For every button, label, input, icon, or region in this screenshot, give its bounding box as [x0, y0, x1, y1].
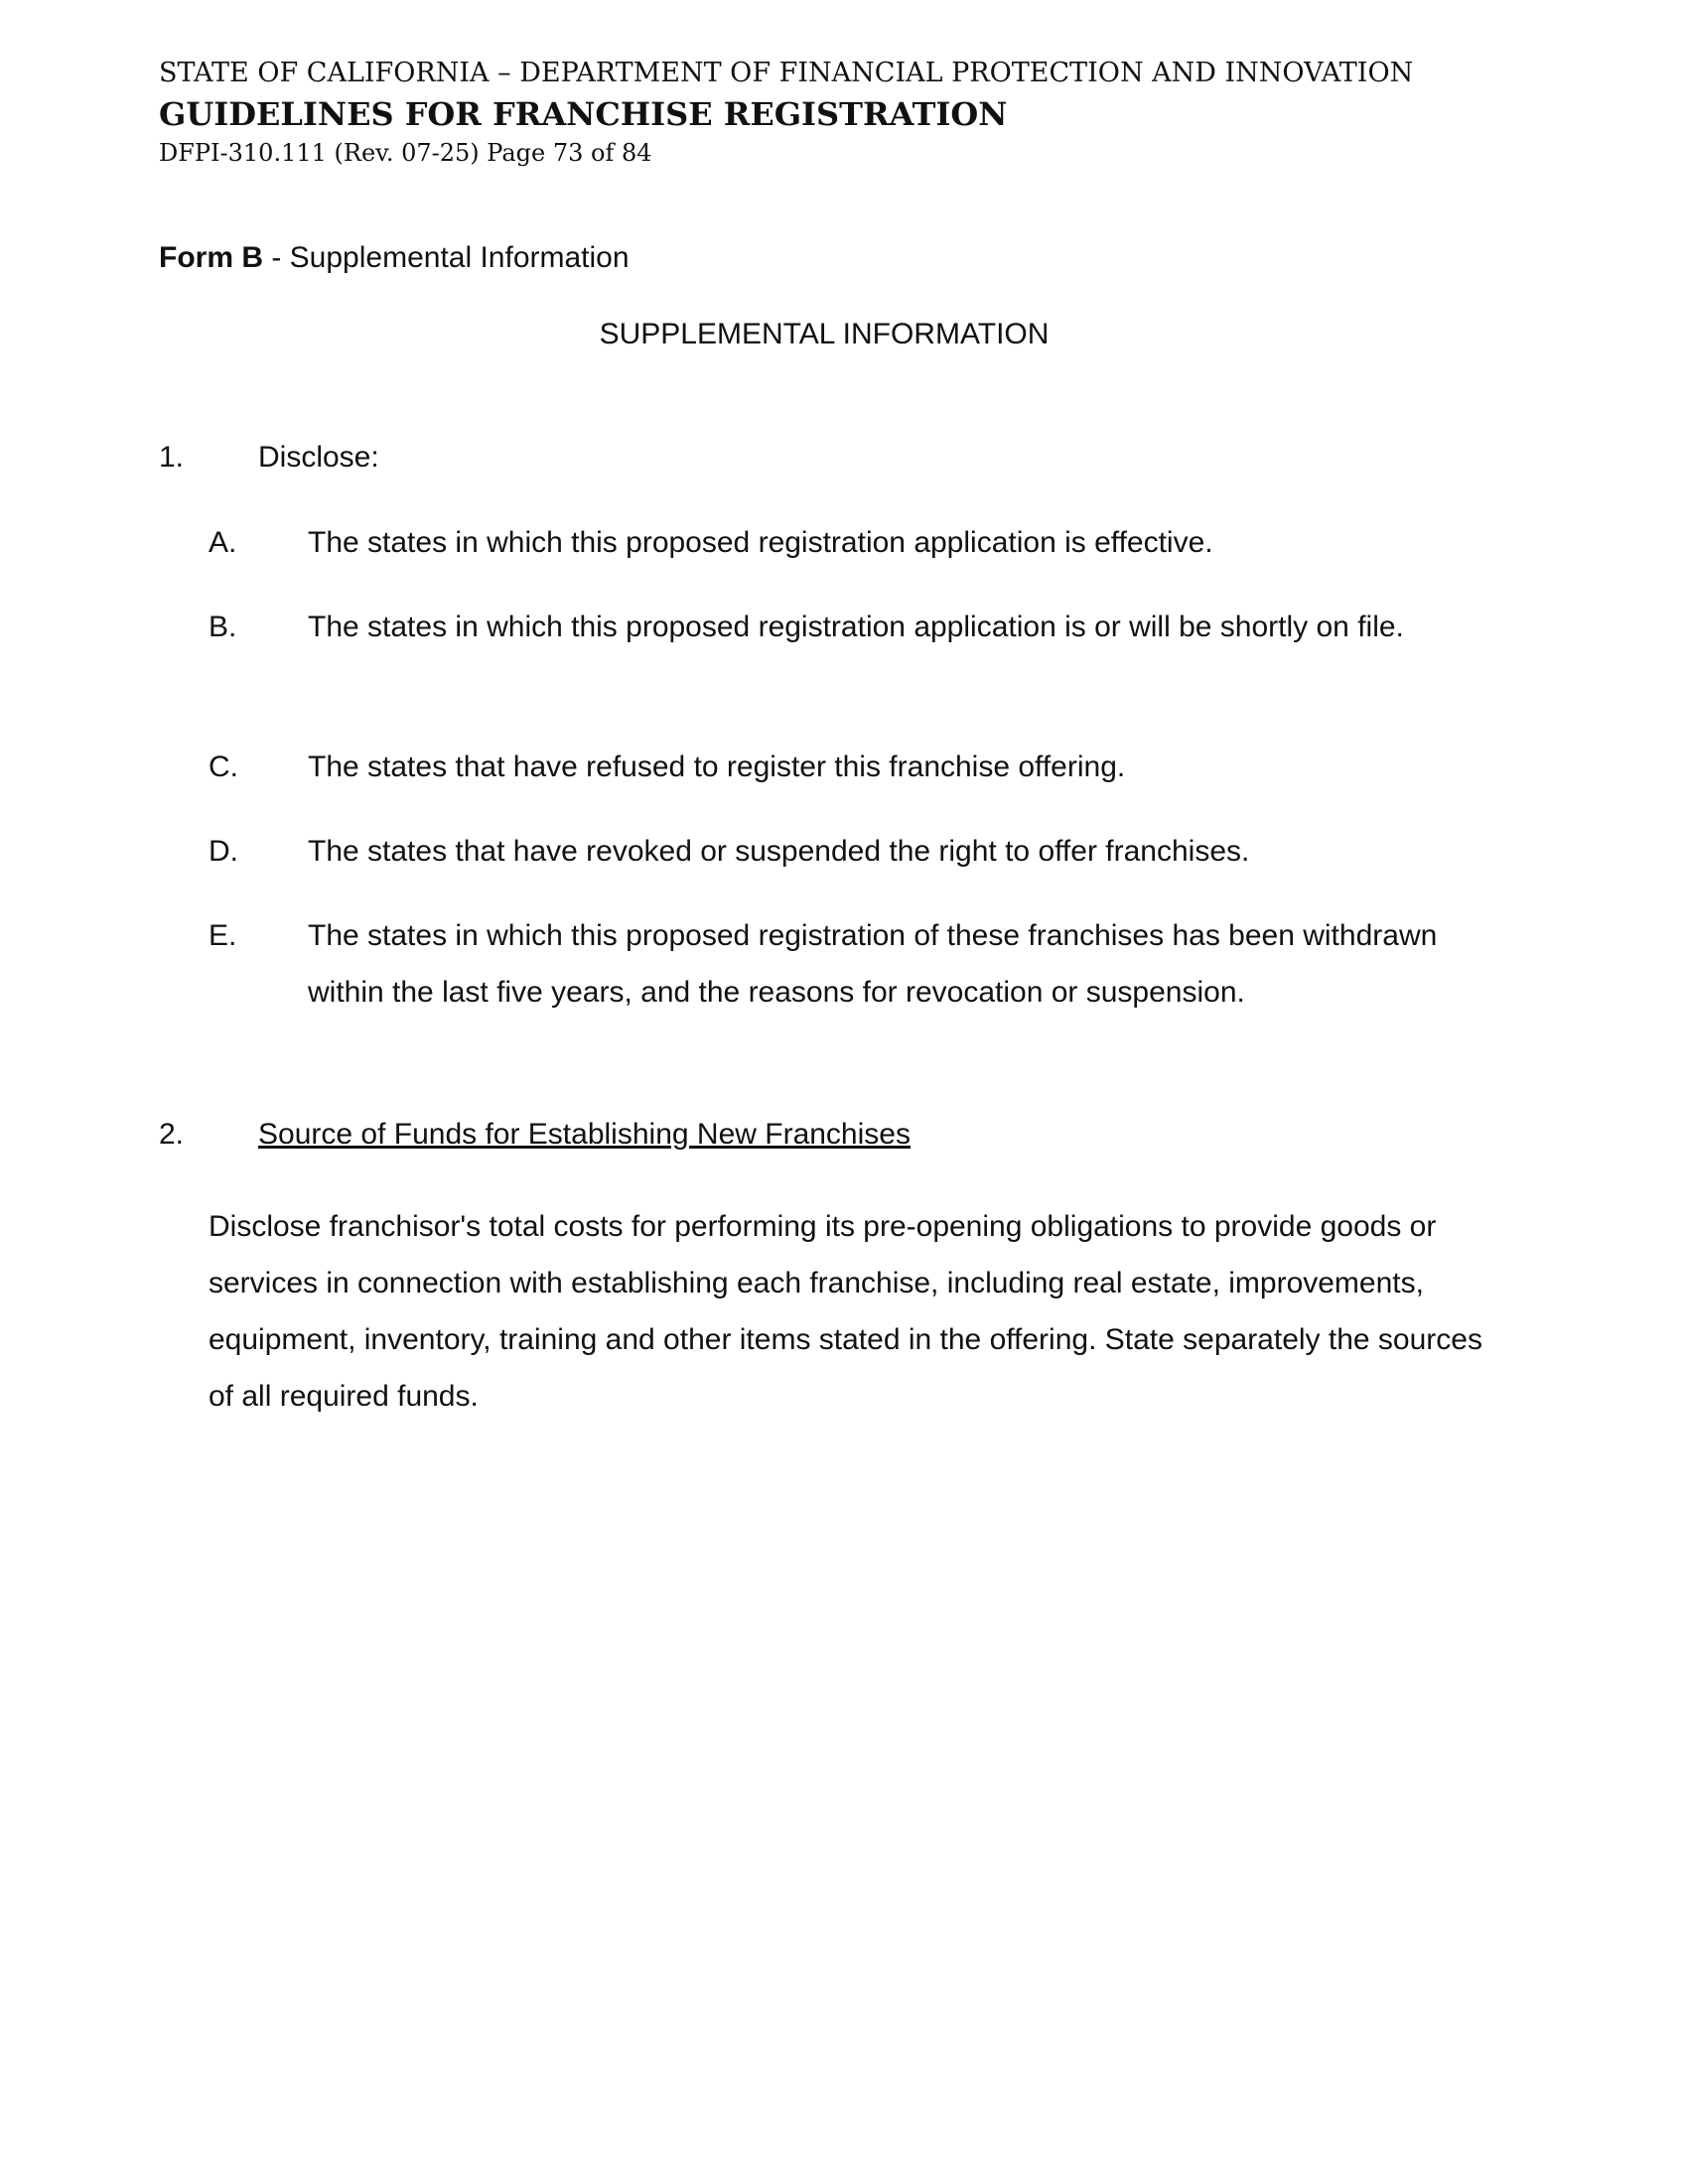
item-number: 2. [159, 1118, 185, 1151]
item-heading: Source of Funds for Establishing New Franchises [258, 1118, 911, 1151]
header-revision: DFPI-310.111 (Rev. 07-25) Page 73 of 84 [159, 139, 652, 167]
subitem-letter: D. [209, 835, 238, 868]
subitem-text: The states in which this proposed registration of these franchises has been withdrawn within the last five years, and the reasons for revocation or suspension. [308, 919, 1438, 1009]
subitem-letter: A. [209, 526, 237, 559]
subitem-text: The states that have refused to register this franchise offering. [308, 751, 1126, 783]
section-title: SUPPLEMENTAL INFORMATION [599, 318, 1050, 350]
item-heading: Disclose: [258, 441, 379, 474]
item-body: Disclose franchisor's total costs for performing its pre-opening obligations to provide goods or services in connection with establishing each franchise, including real estate, improvements, equipment, inventory, training and other items stated in the offering. State separately the sources of all required funds. [209, 1210, 1482, 1413]
subitem-letter: B. [209, 611, 237, 643]
form-label: Form B [159, 241, 263, 274]
header-title: GUIDELINES FOR FRANCHISE REGISTRATION [159, 95, 1008, 133]
form-line [159, 241, 630, 275]
subitem-letter: E. [209, 919, 237, 952]
form-separator: - [263, 241, 290, 274]
subitem-text: The states in which this proposed registration application is or will be shortly on file. [308, 611, 1404, 643]
form-name: Supplemental Information [289, 241, 630, 274]
subitem-text: The states in which this proposed registration application is effective. [308, 526, 1213, 559]
item-number: 1. [159, 441, 185, 474]
subitem-text: The states that have revoked or suspended the right to offer franchises. [308, 835, 1250, 868]
subitem-letter: C. [209, 751, 238, 783]
header-agency: STATE OF CALIFORNIA – DEPARTMENT OF FINANCIAL PROTECTION AND INNOVATION [159, 58, 1414, 88]
